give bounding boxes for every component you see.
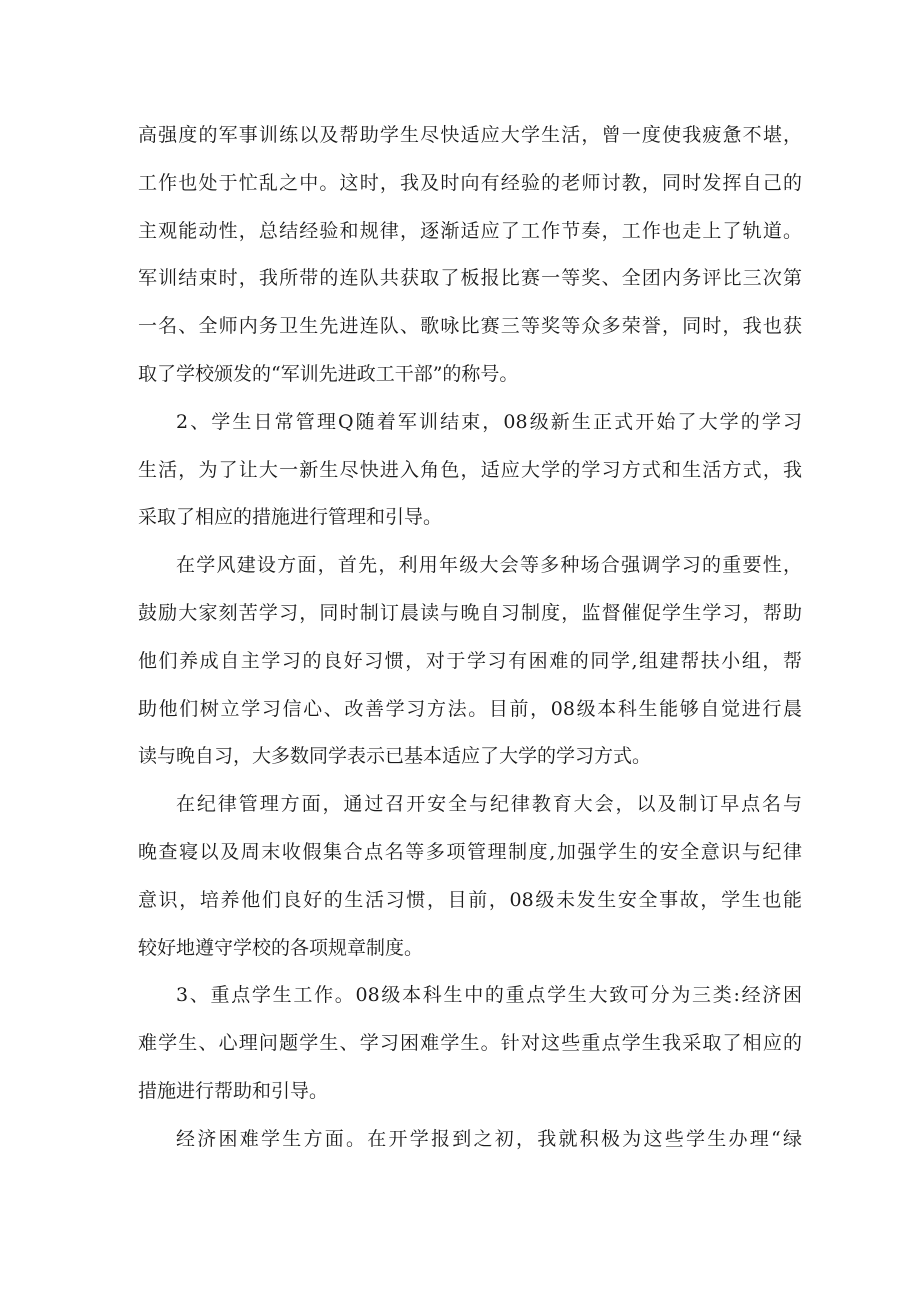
text-line: 晚查寝以及周末收假集合点名等多项管理制度,加强学生的安全意识与纪律 [138, 840, 802, 863]
text-line: 采取了相应的措施进行管理和引导。 [138, 506, 443, 529]
paragraph-discipline [138, 781, 802, 972]
paragraph-daily-management [138, 399, 802, 542]
text-line: 鼓励大家刻苦学习，同时制订晨读与晚自习制度，监督催促学生学习，帮助 [138, 601, 802, 624]
text-line: 工作也处于忙乱之中。这时，我及时向有经验的老师讨教，同时发挥自己的 [138, 171, 802, 194]
paragraph-financial-hardship [138, 1116, 802, 1164]
text-line: 2、学生日常管理Q随着军训结束，08级新生正式开始了大学的学习 [176, 410, 802, 433]
text-line: 措施进行帮助和引导。 [138, 1079, 329, 1102]
paragraph-military-training [138, 112, 802, 399]
text-line: 较好地遵守学校的各项规章制度。 [138, 936, 424, 959]
text-line: 在纪律管理方面，通过召开安全与纪律教育大会，以及制订早点名与 [176, 793, 802, 816]
document-body [138, 112, 802, 1164]
text-line: 取了学校颁发的“军训先进政工干部”的称号。 [138, 362, 519, 385]
text-line: 军训结束时，我所带的连队共获取了板报比赛一等奖、全团内务评比三次第 [138, 267, 802, 290]
text-line: 难学生、心理问题学生、学习困难学生。针对这些重点学生我采取了相应的 [138, 1032, 802, 1055]
text-line: 生活，为了让大一新生尽快进入角色，适应大学的学习方式和生活方式，我 [138, 458, 802, 481]
text-line: 3、重点学生工作。08级本科生中的重点学生大致可分为三类:经济困 [176, 984, 802, 1007]
text-line: 在学风建设方面，首先，利用年级大会等多种场合强调学习的重要性， [176, 554, 802, 577]
text-line: 一名、全师内务卫生先进连队、歌咏比赛三等奖等众多荣誉，同时，我也获 [138, 315, 802, 338]
text-line: 意识，培养他们良好的生活习惯，目前，08级未发生安全事故，学生也能 [138, 888, 802, 911]
paragraph-study-style [138, 542, 802, 781]
text-line: 经济困难学生方面。在开学报到之初，我就积极为这些学生办理“绿 [176, 1127, 802, 1150]
text-line: 高强度的军事训练以及帮助学生尽快适应大学生活，曾一度使我疲惫不堪， [138, 124, 802, 146]
paragraph-key-students [138, 972, 802, 1115]
text-line: 他们养成自主学习的良好习惯，对于学习有困难的同学,组建帮扶小组，帮 [138, 649, 802, 672]
text-line: 读与晚自习，大多数同学表示已基本适应了大学的学习方式。 [138, 745, 652, 768]
text-line: 主观能动性，总结经验和规律，逐渐适应了工作节奏，工作也走上了轨道。 [138, 219, 802, 242]
text-line: 助他们树立学习信心、改善学习方法。目前，08级本科生能够自觉进行晨 [138, 697, 802, 720]
